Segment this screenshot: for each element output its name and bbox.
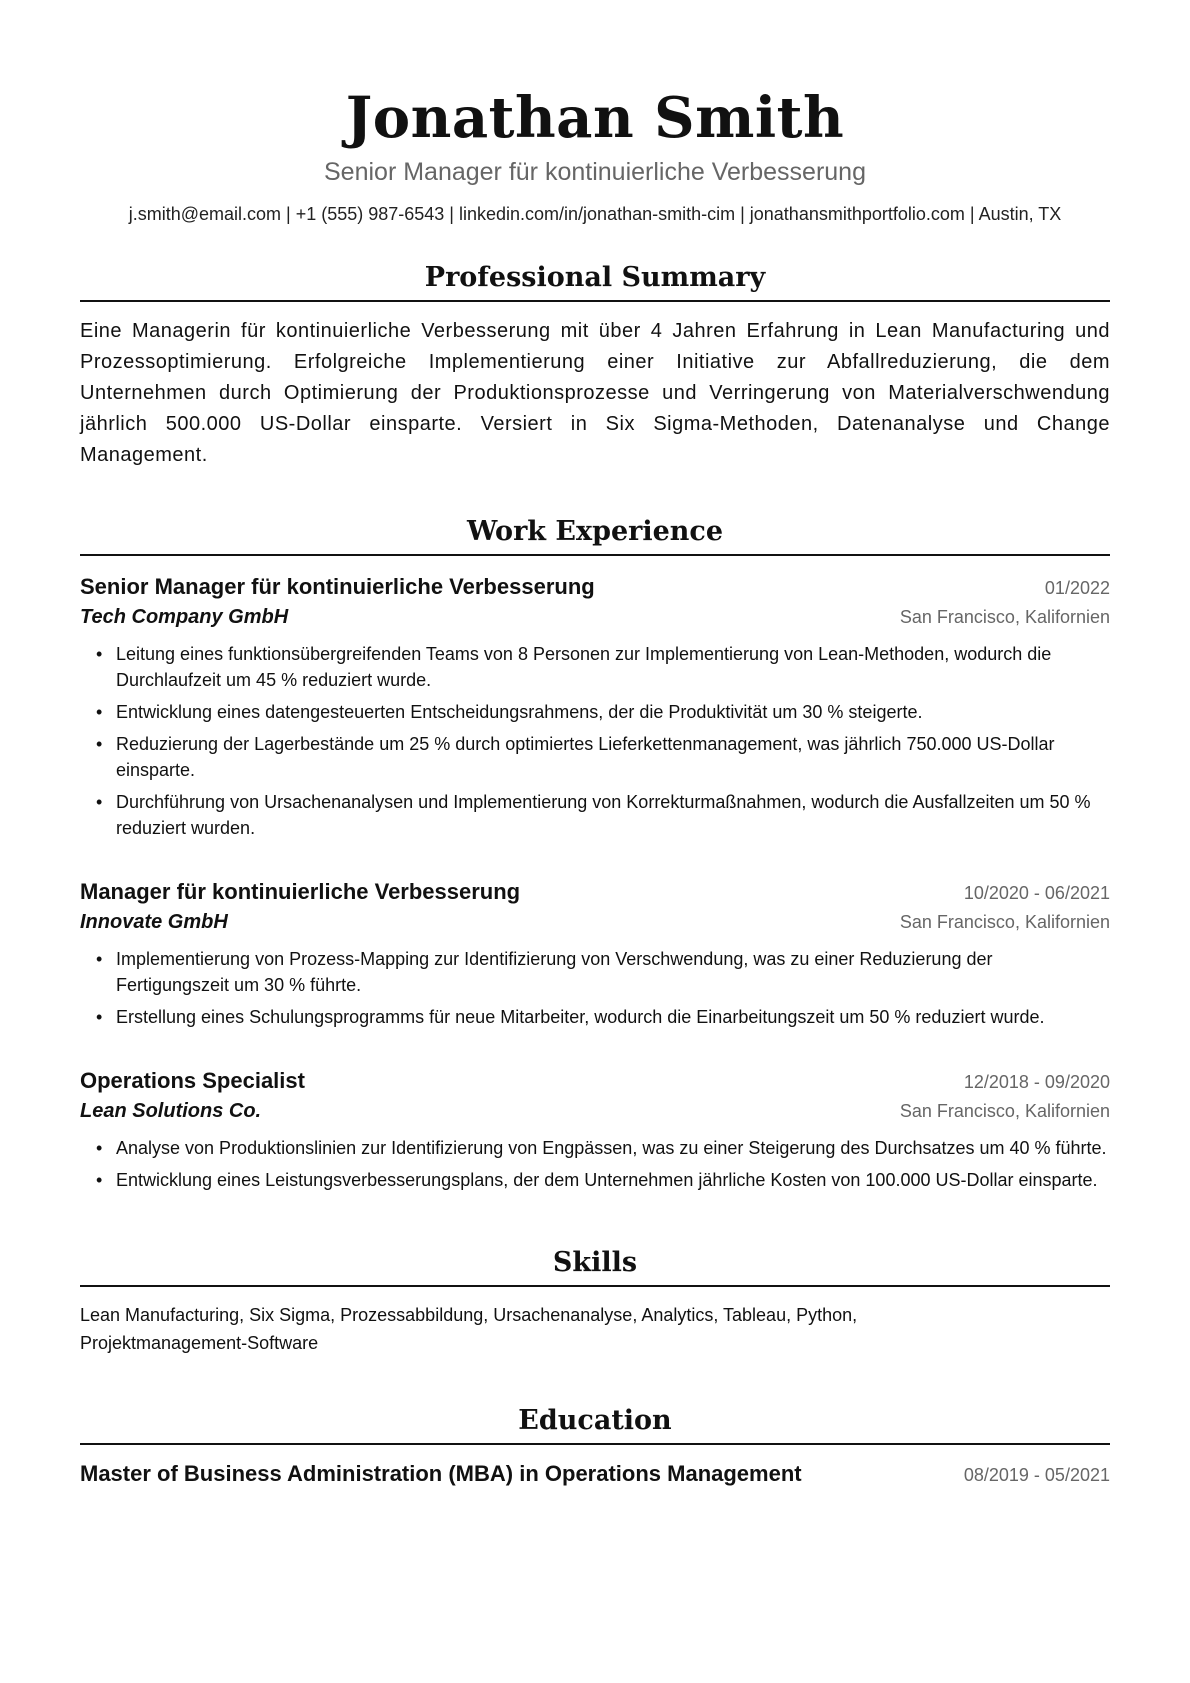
job-company: Lean Solutions Co.: [80, 1100, 262, 1122]
section-divider: [80, 1285, 1110, 1287]
job-bullets: [80, 1135, 1110, 1193]
education-section: [80, 1403, 1110, 1490]
experience-section: [80, 514, 1110, 1193]
job-entry: [80, 877, 1110, 1030]
job-company: Tech Company GmbH: [80, 606, 289, 628]
bullet-item: • Erstellung eines Schulungsprogramms für neue Mitarbeiter, wodurch die Einarbeitungszeit um 50 % reduziert wurde.: [116, 1004, 1110, 1030]
job-title: Manager für kontinuierliche Verbesserung: [80, 879, 521, 904]
bullet-item: • Implementierung von Prozess-Mapping zur Identifizierung von Verschwendung, was zu einer Reduzierung der Fertigungszeit um 30 % führte.: [116, 946, 1110, 998]
job-bullets: [80, 641, 1110, 841]
summary-text: Eine Managerin für kontinuierliche Verbesserung mit über 4 Jahren Erfahrung in Lean Manufacturing und Prozessoptimierung. Erfolgreiche Implementierung einer Initiative zur Abfallreduzierung, die dem Unternehmen durch Optimierung der Produktionsprozesse und Verringerung von Materialverschwendung jährlich 500.000 US-Dollar einsparte. Versiert in Six Sigma-Methoden, Datenanalyse und Change Management.: [80, 320, 1110, 466]
resume-header: [80, 0, 1110, 226]
job-location: San Francisco, Kalifornien: [899, 912, 1110, 932]
section-divider: [80, 1443, 1110, 1445]
job-location: San Francisco, Kalifornien: [899, 607, 1110, 627]
job-entry: [80, 572, 1110, 841]
job-date: 01/2022: [1044, 578, 1110, 598]
job-location: San Francisco, Kalifornien: [899, 1101, 1110, 1121]
job-company: Innovate GmbH: [80, 911, 228, 933]
section-divider: [80, 300, 1110, 302]
bullet-item: • Reduzierung der Lagerbestände um 25 % durch optimiertes Lieferkettenmanagement, was jährlich 750.000 US-Dollar einsparte.: [116, 731, 1110, 783]
job-title: Operations Specialist: [80, 1068, 305, 1093]
bullet-item: • Entwicklung eines Leistungsverbesserungsplans, der dem Unternehmen jährliche Kosten von 100.000 US-Dollar einsparte.: [116, 1167, 1110, 1193]
candidate-title: Senior Manager für kontinuierliche Verbesserung: [324, 158, 866, 186]
bullet-item: • Leitung eines funktionsübergreifenden Teams von 8 Personen zur Implementierung von Lean-Methoden, wodurch die Durchlaufzeit um 45 % reduziert wurde.: [116, 641, 1110, 693]
bullet-item: • Analyse von Produktionslinien zur Identifizierung von Engpässen, was zu einer Steigerung des Durchsatzes um 40 % führte.: [116, 1135, 1110, 1161]
summary-heading: Professional Summary: [424, 262, 766, 293]
job-date: 10/2020 - 06/2021: [963, 883, 1110, 903]
education-date: 08/2019 - 05/2021: [963, 1465, 1110, 1485]
degree-title: Master of Business Administration (MBA) in Operations Management: [80, 1461, 802, 1486]
skills-section: [80, 1245, 1110, 1357]
skills-heading: Skills: [552, 1247, 638, 1278]
job-date: 12/2018 - 09/2020: [963, 1072, 1110, 1092]
bullet-item: • Entwicklung eines datengesteuerten Entscheidungsrahmens, der die Produktivität um 30 % steigerte.: [116, 699, 1110, 725]
contact-line: j.smith@email.com | +1 (555) 987-6543 | linkedin.com/in/jonathan-smith-cim | jonathansmithportfolio.com | Austin, TX: [128, 204, 1062, 224]
education-heading: Education: [518, 1405, 672, 1436]
summary-section: [80, 260, 1110, 471]
bullet-item: • Durchführung von Ursachenanalysen und Implementierung von Korrekturmaßnahmen, wodurch die Ausfallzeiten um 50 % reduziert wurden.: [116, 789, 1110, 841]
skills-text: Lean Manufacturing, Six Sigma, Prozessabbildung, Ursachenanalyse, Analytics, Tableau, Python, Projektmanagement-Software: [80, 1305, 858, 1353]
experience-heading: Work Experience: [466, 516, 724, 547]
job-bullets: [80, 946, 1110, 1030]
job-title: Senior Manager für kontinuierliche Verbesserung: [80, 574, 595, 599]
job-entry: [80, 1066, 1110, 1193]
candidate-name: Jonathan Smith: [345, 85, 845, 151]
section-divider: [80, 554, 1110, 556]
